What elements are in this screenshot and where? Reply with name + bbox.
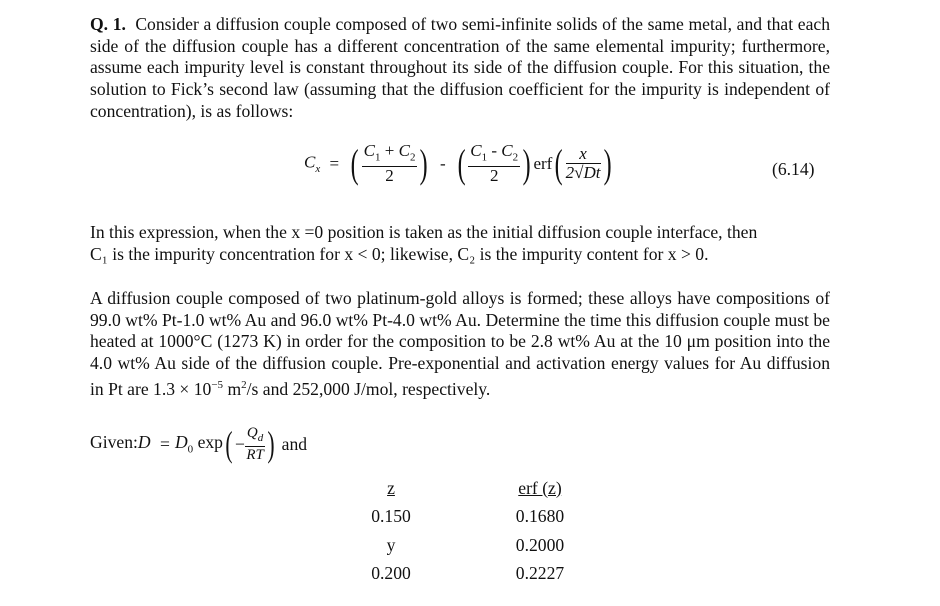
given-formula [90,424,307,464]
erf-argument [566,145,601,182]
explanation-line-1: In this expression, when the x =0 position is taken as the initial diffusion couple interface, then [90,222,758,242]
t2-minus: - [491,141,498,160]
table-row [352,531,590,560]
cell-z: 0.200 [371,563,411,584]
problem-units-sup: 2 [241,378,247,391]
paren-left-2: ( [457,140,466,186]
cell-erf: 0.1680 [515,506,565,527]
t2-c2-sub: 2 [512,151,519,164]
arg-den: 2√Dt [565,163,601,183]
t2-c2: C [501,141,513,160]
given-paren-left: ( [225,424,233,464]
ficks-solution-equation [304,142,614,185]
cell-erf: 0.2000 [515,534,565,555]
given-and: and [281,433,308,454]
given-d0-sub: 0 [187,443,194,456]
problem-statement [90,288,830,400]
question-intro [90,14,830,123]
eq-minus: - [440,154,446,174]
header-z: z [387,477,395,498]
paren-left-1: ( [350,140,359,186]
paren-right-3: ) [603,140,612,186]
paren-right-2: ) [522,140,531,186]
given-paren-right: ) [267,424,275,464]
table-row [352,560,590,589]
t1-den: 2 [385,166,394,186]
given-label: Given: [90,432,138,453]
given-equals: = [160,433,170,454]
eq-equals: = [329,154,340,174]
t1-c2-sub: 2 [409,151,416,164]
question-intro-text: Consider a diffusion couple composed of two semi-infinite solids of the same metal, and that each side of the diffusion couple has a different concentration of the same elemental impurity; furthermore, assume each impurity level is constant throughout its side of the diffusion couple. For this situation, the solution to Fick’s second law (assuming that the diffusion coefficient for the impurity is independent of concentration), is as follows: [90,14,830,121]
given-q: Q [246,425,258,441]
given-d: D [137,432,151,453]
t2-den: 2 [489,166,499,186]
problem-text-end: /s and 252,000 J/mol, respectively. [246,378,491,399]
t1-c1-sub: 1 [375,151,381,164]
cell-z: y [386,534,396,555]
cell-erf: 0.2227 [515,563,565,584]
t1-c1: C [363,141,375,160]
paren-right-1: ) [420,140,429,186]
t1-plus: + [384,141,395,160]
cell-z: 0.150 [371,506,411,527]
problem-exponent: −5 [211,378,224,391]
problem-text: A diffusion couple composed of two platinum-gold alloys is formed; these alloys have compositions of 99.0 wt% Pt-1.0 wt% Au and 96.0 wt% Pt-4.0 wt% Au. Determine the time this diffusion couple must be heated at 1000°C (1273 K) in order for the composition to be 2.8 wt% Au at the 10 μm position into the 4.0 wt% Au side of the diffusion couple. Pre-exponential and activation energy values for Au diffusion in Pt are 1.3 × 10 [90,288,830,399]
erf-table [352,474,590,588]
t2-c1-sub: 1 [481,151,488,164]
paren-left-3: ( [554,140,563,186]
t2-c1: C [470,141,482,160]
problem-units: m [223,378,242,399]
eq-lhs: C [304,152,316,172]
header-erf-z: erf (z) [518,477,562,498]
equation-number: (6.14) [772,159,815,179]
erf-function: erf [533,154,553,174]
given-q-sub: d [257,432,264,444]
question-label: Q. 1. [90,14,126,34]
given-exp: exp [197,432,223,453]
table-row [352,503,590,532]
term1-fraction [362,142,418,185]
explanation [90,222,830,265]
given-d0: D [174,432,188,453]
erf-table-header [352,474,590,503]
given-rt: RT [246,447,264,463]
given-neg: − [234,433,245,454]
explanation-line-2: C₁ is the impurity concentration for x < 0; likewise, C₂ is the impurity content for x > 0. [90,243,709,264]
term2-fraction [468,142,520,185]
eq-lhs-sub: x [315,163,321,175]
t1-c2: C [398,141,410,160]
given-fraction [245,425,265,463]
arg-num: x [566,145,601,164]
